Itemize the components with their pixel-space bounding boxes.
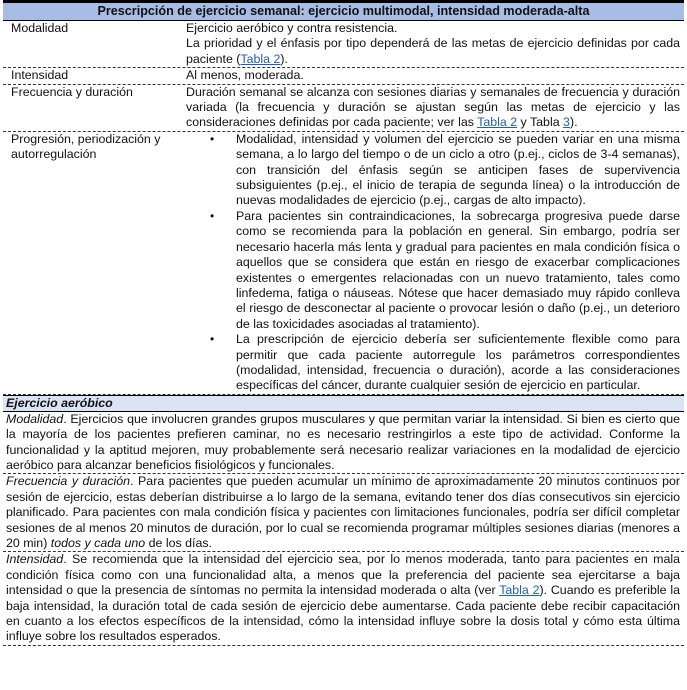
value-line [186, 36, 680, 67]
bullet-item: • Para pacientes sin contraindicaciones, la sobrecarga progresiva puede darse como se recomienda para la población en general. Sin embargo, podría ser necesario hacerla más lenta y gradual para pacientes en mala condición física o aquellos que se considera que están en riesgo de exacerbar complicaciones existentes o emergentes relacionadas con un nuevo tratamiento, tales como linfedema, fatiga o náuseas. Nótese que hacer demasiado muy rápido conlleva el riesgo de desconectar al paciente o provocar lesión o daño (p.ej., un deterioro de las toxicidades asociadas al tratamiento). [186, 209, 680, 332]
row-value [186, 85, 684, 131]
exercise-prescription-table [3, 0, 684, 646]
tabla-2-link[interactable]: Tabla 2 [240, 51, 281, 66]
row-value: Al menos, moderada. [186, 68, 304, 83]
value-text: y Tabla [517, 115, 564, 130]
paragraph-text: ). Cuando es preferible la baja intensidad, la duración total de cada sesión de ejercicio debe aumentarse. Cada paciente debe recibir capacitación en cuanto a los efectos específicos de la intensidad, cómo la intensidad influye sobre la dosis total y cómo esta última influye sobre los resultados esperados. [6, 583, 680, 644]
row-value [186, 132, 684, 394]
row-label: Progresión, periodización y autorregulación [11, 131, 161, 162]
row-label: Modalidad [11, 21, 69, 35]
tabla-2-link[interactable]: Tabla 2 [499, 583, 540, 598]
value-text: ). [569, 115, 578, 130]
table-row-frecuencia [3, 85, 684, 132]
tabla-3-link[interactable]: 3 [563, 115, 570, 130]
paragraph-lead: Intensidad [6, 552, 64, 567]
paragraph-intensidad [3, 552, 684, 645]
paragraph-text: . Se recomienda que la intensidad del ejercicio sea, por lo menos moderada, tanto para pacientes en mala condición física como con una funcionalidad alta, a menos que la preferencia del paciente sea ejercitarse a baja intensidad o que la presencia de síntomas no permita la intensidad moderada o alta (ver [6, 552, 680, 598]
paragraph-text: . Para pacientes que pueden acumular un mínimo de aproximadamente 20 minutos continuos por sesión de ejercicio, estas deberían distribuirse a lo largo de la semana, evitando tener dos días consecutivos sin ejercicio planificado. Para pacientes con mala condición física y pacientes con limitaciones funcionales, podría ser difícil completar sesiones de al menos 20 minutos de duración, por lo cual se recomienda programar múltiples sesiones diarias (menores a 20 min) [6, 474, 681, 550]
bullet-list [186, 132, 680, 394]
value-text: La prioridad y el énfasis por tipo dependerá de las metas de ejercicio definidas por cada paciente ( [186, 36, 680, 66]
paragraph-lead: Frecuencia y duración [6, 474, 131, 489]
row-value [186, 21, 684, 67]
value-text: ). [280, 51, 288, 66]
paragraph-lead: Modalidad [6, 411, 64, 426]
paragraph-text: de los días. [145, 536, 212, 550]
bullet-item: • Modalidad, intensidad y volumen del ejercicio se pueden variar en una misma semana, a lo largo del tiempo o de un ciclo a otro (p.ej., ciclos de 3-4 semanas), con transición del énfasis según se anticipen fases de supervivencia subsiguientes (p.ej., el inicio de terapia de segunda línea) o la introducción de nuevas modalidades de ejercicio (p.ej., cargas de alto impacto). [186, 132, 680, 209]
value-text: Duración semanal se alcanza con sesiones diarias y semanales de frecuencia y duración variada (la frecuencia y duración se ajustan según las metas de ejercicio y las consideraciones definidas por cada paciente; ver las [186, 84, 680, 130]
tabla-2-link[interactable]: Tabla 2 [477, 115, 518, 130]
paragraph-frecuencia [3, 474, 684, 552]
row-label: Intensidad [11, 68, 69, 83]
paragraph-text: . Ejercicios que involucren grandes grupos musculares y que permitan variar la intensidad. Si bien es cierto que la mayoría de los pacientes prefieren caminar, no es necesario restringirlos a este tipo de actividad. Conforme la funcionalidad y la aptitud mejoren, muy probablemente será necesario realizar variaciones en la modalidad de ejercicio aeróbico para alcanzar beneficios fisiológicos y funcionales. [6, 411, 680, 472]
bullet-item: • La prescripción de ejercicio debería ser suficientemente flexible como para permitir que cada paciente autorregule los parámetros correspondientes (modalidad, intensidad, frecuencia o duración), acorde a las consideraciones específicas del cáncer, durante cualquier sesión de ejercicio en particular. [186, 332, 680, 394]
value-line: Ejercicio aeróbico y contra resistencia. [186, 21, 398, 35]
table-row-modalidad [3, 21, 684, 68]
paragraph-modalidad [3, 412, 684, 475]
row-label: Frecuencia y duración [11, 84, 133, 99]
paragraph-emphasis: todos y cada uno [50, 536, 146, 550]
table-row-progresion [3, 132, 684, 395]
table-row-intensidad [3, 68, 684, 84]
table-title: Prescripción de ejercicio semanal: ejercicio multimodal, intensidad moderada-alta [3, 3, 684, 21]
section-heading: Ejercicio aeróbico [3, 395, 684, 412]
